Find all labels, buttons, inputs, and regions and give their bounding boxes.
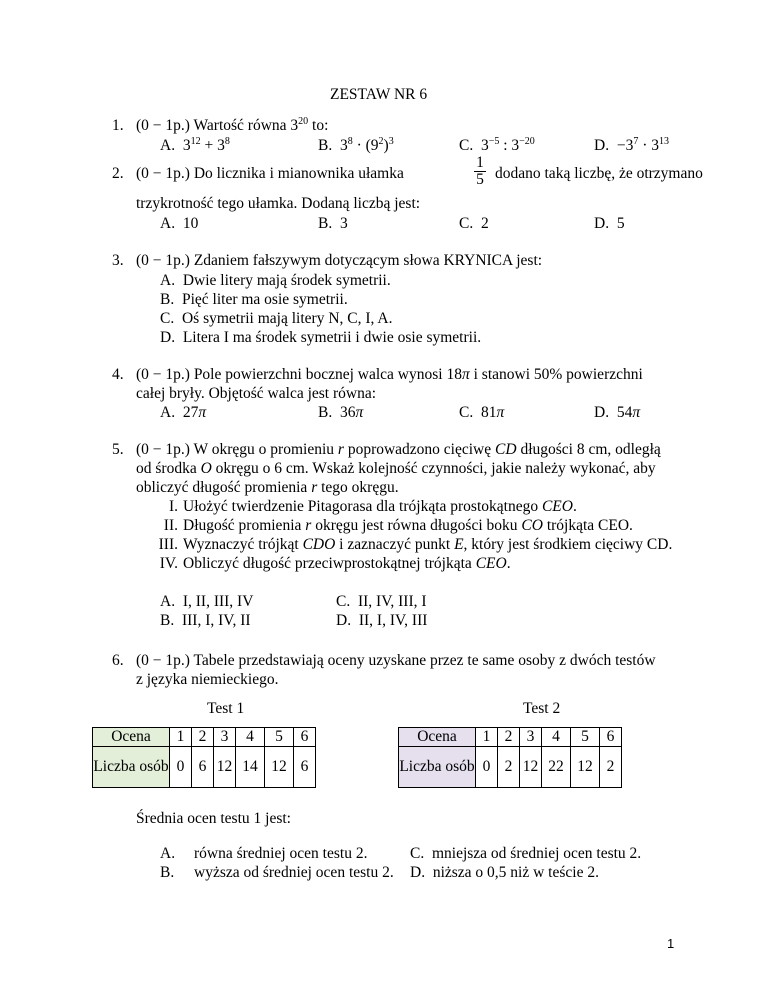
q6-question: Średnia ocen testu 1 jest:: [136, 810, 291, 827]
q5-option-a: A. I, II, III, IV: [160, 593, 254, 610]
q2-fraction-denominator: 5: [476, 171, 484, 188]
test1-count-4: 14: [236, 747, 265, 788]
test2-count-3: 12: [520, 747, 542, 788]
test2-header-grade: Ocena: [399, 728, 476, 747]
test1-grade-6: 6: [294, 728, 316, 747]
q5-step-1: Ułożyć twierdzenie Pitagorasa dla trójkąta prostokątnego CEO.: [183, 498, 577, 515]
table-row: [93, 728, 316, 747]
test2-count-5: 12: [571, 747, 600, 788]
q6-option-b-label: B.: [160, 864, 175, 881]
test2-count-2: 2: [498, 747, 520, 788]
q6-line1: (0 − 1p.) Tabele przedstawiają oceny uzyskane przez te same osoby z dwóch testów: [136, 652, 656, 669]
q5-number: 5.: [112, 441, 124, 458]
test1-header-grade: Ocena: [93, 728, 170, 747]
q3-option-d: D. Litera I ma środek symetrii i dwie osie symetrii.: [160, 329, 482, 346]
q1-option-c: C. $3^{-5}$ : $3^{-20}$: [459, 136, 535, 154]
test1-count-1: 0: [170, 747, 192, 788]
test2-grade-2: 2: [498, 728, 520, 747]
q5-option-b: B. III, I, IV, II: [160, 612, 251, 629]
test1-grade-2: 2: [192, 728, 214, 747]
q6-option-a: równa średniej ocen testu 2.: [194, 845, 368, 862]
q5-option-d: D. II, I, IV, III: [336, 612, 428, 629]
test2-grade-6: 6: [600, 728, 622, 747]
test1-header-count: Liczba osób: [93, 747, 170, 788]
test2-count-6: 2: [600, 747, 622, 788]
q5-option-c: C. II, IV, III, I: [336, 593, 427, 610]
q6-option-d: D. niższa o 0,5 niż w teście 2.: [410, 864, 599, 881]
q3-option-b: B. Pięć liter ma osie symetrii.: [160, 291, 348, 308]
test2-table: [398, 727, 622, 788]
q5-step-3-number: III.: [158, 536, 178, 553]
q1-option-a: A. $3^{12} + 3^8$: [160, 136, 230, 154]
q1-option-b: B. $3^8 \cdot (9^2)^3$: [318, 136, 394, 154]
q4-option-a: A. 27π: [160, 404, 207, 421]
q2-option-b: B. 3: [318, 215, 348, 232]
q6-line2: z języka niemieckiego.: [136, 671, 279, 688]
q1-number: 1.: [112, 117, 124, 134]
test2-grade-5: 5: [571, 728, 600, 747]
q6-option-b: wyższa od średniej ocen testu 2.: [194, 864, 394, 881]
q5-step-2: Długość promienia r okręgu jest równa długości boku CO trójkąta CEO.: [183, 517, 633, 534]
q5-step-1-number: I.: [168, 498, 178, 515]
test1-table: [92, 727, 316, 788]
q2-number: 2.: [112, 165, 124, 182]
q2-option-d: D. 5: [594, 215, 625, 232]
q2-fraction: [474, 155, 486, 187]
test1-grade-5: 5: [265, 728, 294, 747]
q6-option-c: C. mniejsza od średniej ocen testu 2.: [410, 845, 642, 862]
q3-option-c: C. Oś symetrii mają litery N, C, I, A.: [160, 310, 393, 327]
q4-text: (0 − 1p.) Pole powierzchni bocznej walca wynosi 18π i stanowi 50% powierzchni: [136, 366, 643, 383]
q4-number: 4.: [112, 366, 124, 383]
q5-step-4: Obliczyć długość przeciwprostokątnej trójkąta CEO.: [183, 555, 511, 572]
q2-text-post: dodano taką liczbę, że otrzymano: [495, 165, 703, 182]
q5-step-3: Wyznaczyć trójkąt CDO i zaznaczyć punkt E, który jest środkiem cięciwy CD.: [183, 536, 673, 553]
test2-grade-1: 1: [476, 728, 498, 747]
table-row: [93, 747, 316, 788]
test2-grade-4: 4: [542, 728, 571, 747]
q5-line3: obliczyć długość promienia r tego okręgu.: [136, 479, 399, 496]
test2-title: Test 2: [523, 700, 561, 717]
test2-count-4: 22: [542, 747, 571, 788]
test2-header-count: Liczba osób: [399, 747, 476, 788]
q4-option-b: B. 36π: [318, 404, 364, 421]
q2-text-pre: (0 − 1p.) Do licznika i mianownika ułamka: [136, 165, 404, 182]
table-row: [399, 747, 622, 788]
q2-fraction-numerator: 1: [476, 154, 484, 171]
q4-option-c: C. 81π: [459, 404, 505, 421]
q5-step-4-number: IV.: [159, 555, 178, 572]
q5-line2: od środka O okręgu o 6 cm. Wskaż kolejność czynności, jakie należy wykonać, aby: [136, 460, 656, 477]
q2-option-c: C. 2: [459, 215, 489, 232]
q1-text: (0 − 1p.) Wartość równa $3^{20}$ to:: [136, 116, 329, 134]
q4-option-d: D. 54π: [594, 404, 641, 421]
q4-line2: całej bryły. Objętość walca jest równa:: [136, 385, 377, 402]
q5-step-2-number: II.: [163, 517, 178, 534]
test1-grade-4: 4: [236, 728, 265, 747]
q3-text: (0 − 1p.) Zdaniem fałszywym dotyczącym słowa KRYNICA jest:: [136, 252, 543, 269]
test1-grade-3: 3: [214, 728, 236, 747]
q6-option-a-label: A.: [160, 845, 176, 862]
test1-count-3: 12: [214, 747, 236, 788]
test1-count-5: 12: [265, 747, 294, 788]
q2-option-a: A. 10: [160, 215, 199, 232]
q3-option-a: A. Dwie litery mają środek symetrii.: [160, 272, 391, 289]
test1-count-2: 6: [192, 747, 214, 788]
q2-line2: trzykrotność tego ułamka. Dodaną liczbą jest:: [136, 195, 421, 212]
table-row: [399, 728, 622, 747]
test2-grade-3: 3: [520, 728, 542, 747]
test1-grade-1: 1: [170, 728, 192, 747]
test1-title: Test 1: [207, 700, 245, 717]
page-number: 1: [667, 936, 675, 951]
q5-line1: (0 − 1p.) W okręgu o promieniu r poprowadzono cięciwę CD długości 8 cm, odległą: [136, 441, 661, 458]
page-title: ZESTAW NR 6: [330, 86, 428, 103]
q6-number: 6.: [112, 652, 124, 669]
test1-count-6: 6: [294, 747, 316, 788]
test2-count-1: 0: [476, 747, 498, 788]
q3-number: 3.: [112, 252, 124, 269]
q1-option-d: D. $-3^7 \cdot 3^{13}$: [594, 136, 669, 154]
